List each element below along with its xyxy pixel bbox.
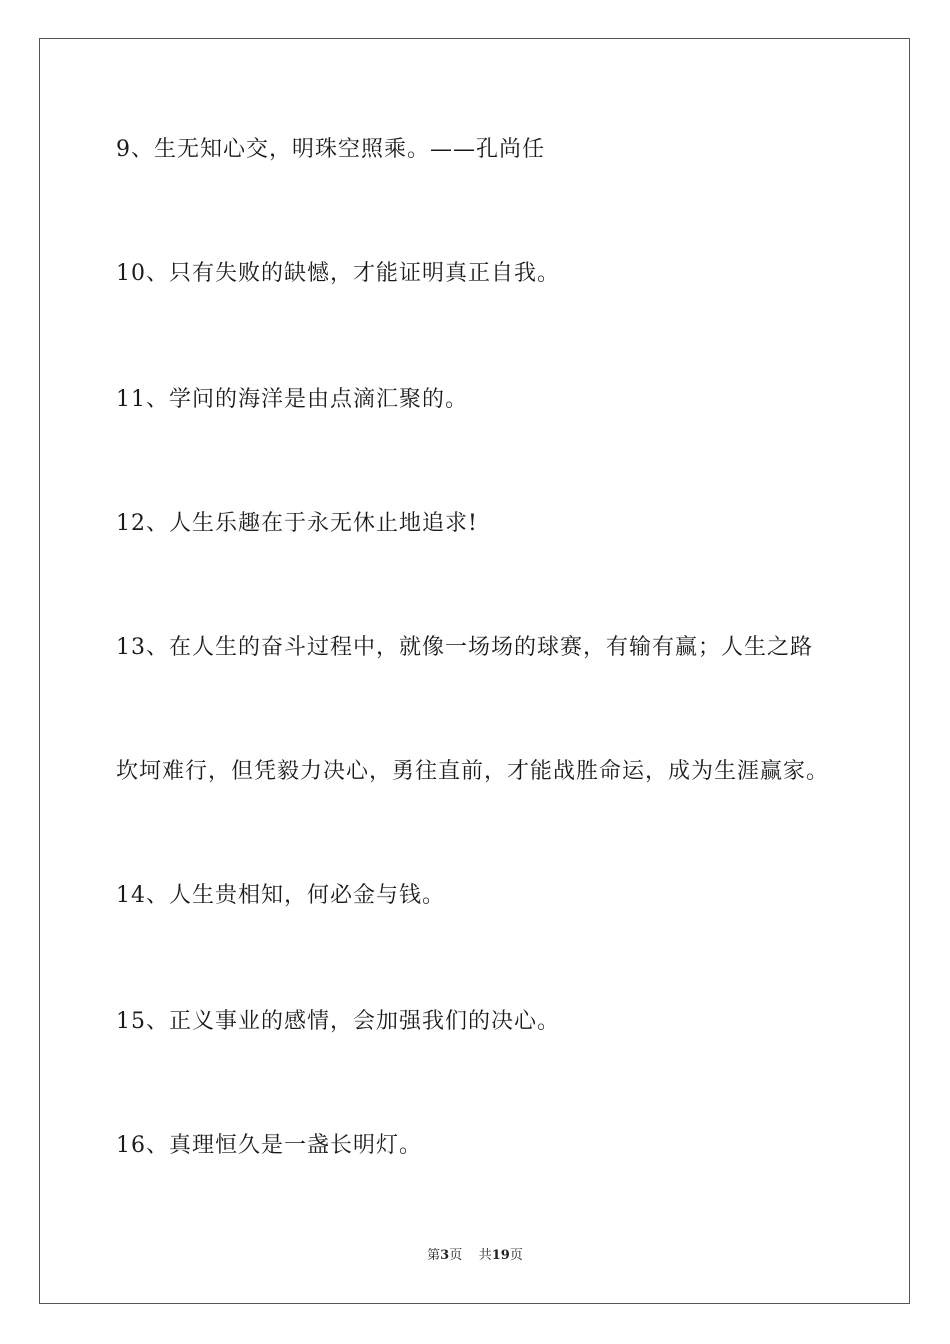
quote-line-13-continued: 坎坷难行，但凭毅力决心，勇往直前，才能战胜命运，成为生涯赢家。 [116, 759, 830, 784]
footer-mid: 页 共 [449, 1248, 492, 1263]
quote-line-14: 14、人生贵相知，何必金与钱。 [116, 883, 445, 908]
quote-line-15: 15、正义事业的感情，会加强我们的决心。 [116, 1009, 560, 1034]
current-page-number: 3 [440, 1248, 450, 1263]
quote-line-10: 10、只有失败的缺憾，才能证明真正自我。 [116, 261, 560, 286]
page-frame [39, 38, 910, 1304]
page-footer [0, 1247, 950, 1265]
footer-prefix: 第 [427, 1248, 441, 1263]
quote-line-12: 12、人生乐趣在于永无休止地追求! [116, 511, 478, 536]
quote-line-13: 13、在人生的奋斗过程中，就像一场场的球赛，有输有赢；人生之路 [116, 635, 813, 660]
quote-line-9: 9、生无知心交，明珠空照乘。——孔尚任 [116, 137, 545, 162]
footer-suffix: 页 [509, 1248, 523, 1263]
quote-line-11: 11、学问的海洋是由点滴汇聚的。 [116, 387, 468, 412]
total-page-count: 19 [491, 1248, 510, 1263]
quote-line-16: 16、真理恒久是一盏长明灯。 [116, 1133, 422, 1158]
